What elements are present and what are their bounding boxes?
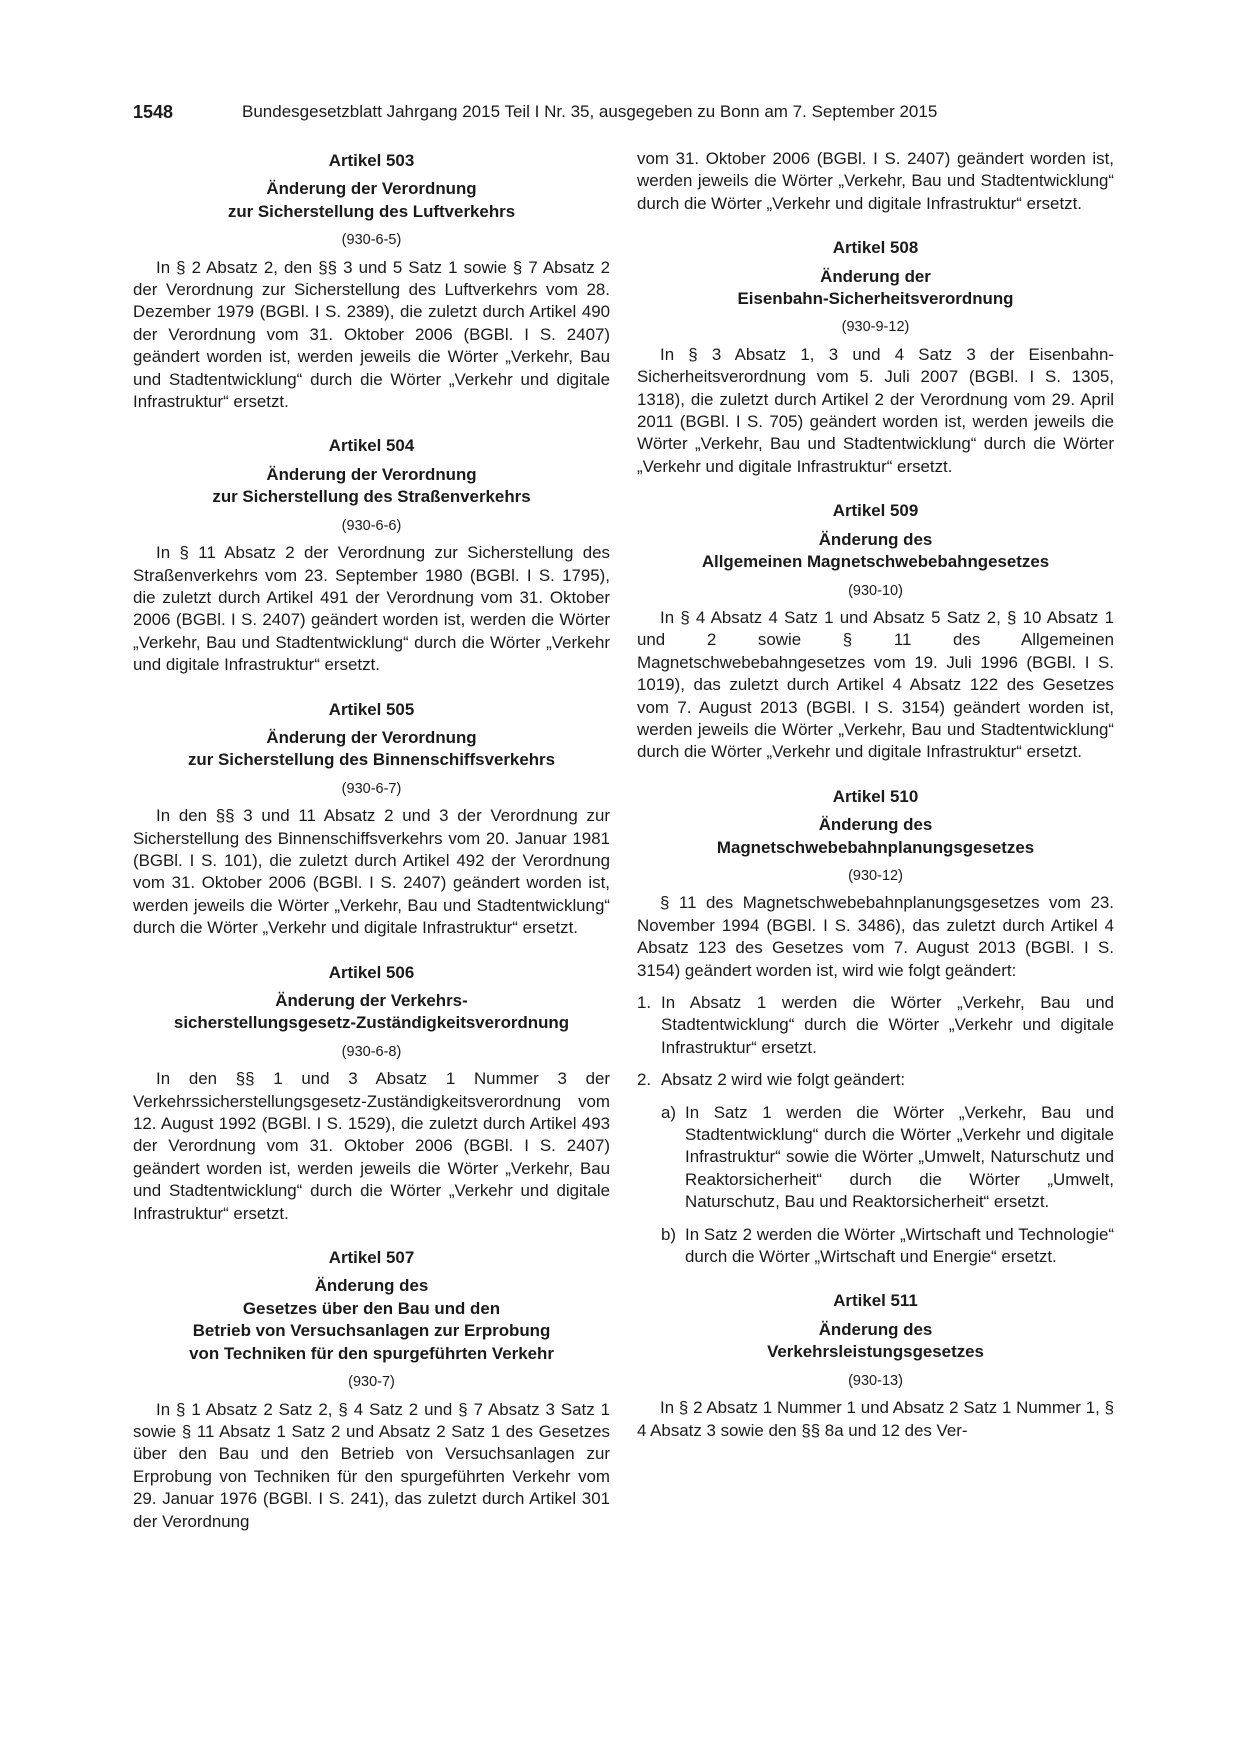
article-code: (930-6-7)	[341, 780, 402, 797]
article-text: In den §§ 3 und 11 Absatz 2 und 3 der Verordnung zur Sicherstellung des Binnenschiffsverkehrs vom 20. Januar 1981 (BGBl. I S. 101), die zuletzt durch Artikel 492 der Verordnung vom 31. Oktober 2006 (BGBl. I S. 2407) geändert worden ist, werden jeweils die Wörter „Verkehr, Bau und Stadtentwicklung“ durch die Wörter „Verkehr und digitale Infrastruktur“ ersetzt.	[133, 806, 610, 938]
article-title: Änderung des Gesetzes über den Bau und den Betrieb von Versuchsanlagen zur Erprobung von Techniken für den spurgeführten Verkehr	[189, 1276, 554, 1363]
article-508	[637, 237, 1114, 478]
list-text: In Satz 2 werden die Wörter „Wirtschaft und Technologie“ durch die Wörter „Wirtschaft und Energie“ ersetzt.	[685, 1224, 1114, 1267]
article-title: Änderung des Allgemeinen Magnetschwebebahngesetzes	[701, 529, 1050, 572]
article-text: In den §§ 1 und 3 Absatz 1 Nummer 3 der Verkehrssicherstellungsgesetz-Zuständigkeitsverordnung vom 12. August 1992 (BGBl. I S. 1529), die zuletzt durch Artikel 493 der Verordnung vom 31. Oktober 2006 (BGBl. I S. 2407) geändert worden ist, werden jeweils die Wörter „Verkehr, Bau und Stadtentwicklung“ durch die Wörter „Verkehr und digitale Infrastruktur“ ersetzt.	[133, 1069, 610, 1223]
article-title: Änderung der Verkehrs- sicherstellungsgesetz-Zuständigkeitsverordnung	[173, 991, 570, 1033]
article-text: In § 11 Absatz 2 der Verordnung zur Sicherstellung des Straßenverkehrs vom 23. September 1980 (BGBl. I S. 1795), die zuletzt durch Artikel 491 der Verordnung vom 31. Oktober 2006 (BGBl. I S. 2407) geändert worden ist, werden die Wörter „Verkehr, Bau und Stadtentwicklung“ durch die Wörter „Verkehr und digitale Infrastruktur“ ersetzt.	[133, 543, 610, 675]
article-number: Artikel 505	[328, 699, 415, 719]
article-510	[637, 786, 1114, 1269]
article-code: (930-12)	[848, 867, 903, 884]
article-code: (930-9-12)	[841, 319, 910, 336]
list-marker: b)	[661, 1224, 677, 1244]
article-504	[133, 435, 610, 676]
article-code: (930-6-5)	[341, 232, 402, 249]
article-text: In § 4 Absatz 4 Satz 1 und Absatz 5 Satz 2, § 10 Absatz 1 und 2 sowie § 11 des Allgemeinen Magnetschwebebahngesetzes vom 19. Juli 1996 (BGBl. I S. 1019), das zuletzt durch Artikel 4 Absatz 122 des Gesetzes vom 7. August 2013 (BGBl. I S. 3154) geändert worden ist, werden jeweils die Wörter „Verkehr, Bau und Stadtentwicklung“ durch die Wörter „Verkehr und digitale Infrastruktur“ ersetzt.	[637, 607, 1114, 762]
article-text: In § 1 Absatz 2 Satz 2, § 4 Satz 2 und § 7 Absatz 3 Satz 1 sowie § 11 Absatz 1 Satz 2 und Absatz 2 Satz 1 des Gesetzes über den Bau und den Betrieb von Versuchsanlagen zur Erprobung von Techniken für den spurgeführten Verkehr vom 29. Januar 1976 (BGBl. I S. 241), das zuletzt durch Artikel 301 der Verordnung	[133, 1399, 610, 1531]
article-505	[133, 699, 610, 940]
list-marker: a)	[661, 1102, 677, 1122]
list-text: In Absatz 1 werden die Wörter „Verkehr, Bau und Stadtentwicklung“ durch die Wörter „Verkehr und digitale Infrastruktur“ ersetzt.	[661, 993, 1114, 1057]
article-509	[637, 500, 1114, 763]
article-number: Artikel 503	[328, 151, 415, 170]
article-title: Änderung der Verordnung zur Sicherstellung des Straßenverkehrs	[212, 464, 531, 507]
article-number: Artikel 504	[328, 436, 415, 456]
article-code: (930-6-8)	[341, 1043, 402, 1060]
page-header	[133, 101, 1113, 131]
article-number: Artikel 509	[832, 501, 919, 521]
article-text: § 11 des Magnetschwebebahnplanungsgesetzes vom 23. November 1994 (BGBl. I S. 3486), das zuletzt durch Artikel 4 Absatz 123 des Gesetzes vom 7. August 2013 (BGBl. I S. 3154) geändert worden ist, wird wie folgt geändert:	[637, 893, 1114, 980]
left-column	[133, 150, 610, 1555]
article-number: Artikel 507	[328, 1248, 415, 1268]
list-text: In Satz 1 werden die Wörter „Verkehr, Bau und Stadtentwicklung“ durch die Wörter „Verkehr und digitale Infrastruktur“ sowie die Wörter „Umwelt, Naturschutz und Reaktorsicherheit“ durch die Wörter „Umwelt, Naturschutz, Bau und Reaktorsicherheit“ ersetzt.	[685, 1102, 1114, 1212]
list-item	[637, 1069, 1114, 1091]
article-506	[133, 962, 610, 1225]
article-title: Änderung der Eisenbahn-Sicherheitsverordnung	[737, 266, 1014, 309]
article-number: Artikel 510	[832, 786, 919, 806]
article-title: Änderung des Verkehrsleistungsgesetzes	[767, 1319, 984, 1362]
list-marker: 1.	[637, 993, 652, 1012]
article-number: Artikel 508	[832, 238, 919, 258]
list-marker: 2.	[637, 1070, 652, 1090]
article-text: In § 2 Absatz 2, den §§ 3 und 5 Satz 1 sowie § 7 Absatz 2 der Verordnung zur Sicherstellung des Luftverkehrs vom 28. Dezember 1979 (BGBl. I S. 2389), die zuletzt durch Artikel 490 der Verordnung vom 31. Oktober 2006 (BGBl. I S. 2407) geändert worden ist, werden jeweils die Wörter „Verkehr, Bau und Stadtentwicklung“ durch die Wörter „Verkehr und digitale Infrastruktur“ ersetzt.	[133, 257, 610, 412]
article-503	[133, 150, 610, 413]
article-507	[133, 1247, 610, 1533]
list-text: Absatz 2 wird wie folgt geändert:	[661, 1070, 906, 1090]
article-code: (930-7)	[348, 1374, 395, 1391]
running-title: Bundesgesetzblatt Jahrgang 2015 Teil I Nr. 35, ausgegeben zu Bonn am 7. September 2015	[242, 102, 938, 121]
right-column	[637, 148, 1114, 1464]
sub-list-item	[661, 1224, 1114, 1269]
page-number: 1548	[133, 102, 174, 122]
article-code: (930-13)	[848, 1372, 903, 1389]
article-507-continuation: vom 31. Oktober 2006 (BGBl. I S. 2407) geändert worden ist, werden jeweils die Wörter „Verkehr, Bau und Stadtentwicklung“ durch die Wörter „Verkehr und digitale Infrastruktur“ ersetzt.	[637, 149, 1114, 213]
article-title: Änderung des Magnetschwebebahnplanungsgesetzes	[716, 815, 1035, 857]
article-title: Änderung der Verordnung zur Sicherstellung des Binnenschiffsverkehrs	[187, 727, 556, 770]
article-text: In § 2 Absatz 1 Nummer 1 und Absatz 2 Satz 1 Nummer 1, § 4 Absatz 3 sowie den §§ 8a und 12 des Ver-	[637, 1398, 1114, 1440]
article-code: (930-6-6)	[341, 517, 402, 534]
article-511	[637, 1290, 1114, 1441]
article-text: In § 3 Absatz 1, 3 und 4 Satz 3 der Eisenbahn-Sicherheitsverordnung vom 5. Juli 2007 (BGBl. I S. 1305, 1318), die zuletzt durch Artikel 2 der Verordnung vom 29. April 2011 (BGBl. I S. 705) geändert worden ist, werden jeweils die Wörter „Verkehr, Bau und Stadtentwicklung“ durch die Wörter „Verkehr und digitale Infrastruktur“ ersetzt.	[637, 344, 1114, 476]
list-item	[637, 992, 1114, 1059]
article-number: Artikel 506	[328, 962, 415, 982]
article-title: Änderung der Verordnung zur Sicherstellung des Luftverkehrs	[227, 179, 516, 221]
article-number: Artikel 511	[833, 1291, 918, 1311]
sub-list-item	[661, 1102, 1114, 1214]
article-code: (930-10)	[848, 582, 903, 599]
